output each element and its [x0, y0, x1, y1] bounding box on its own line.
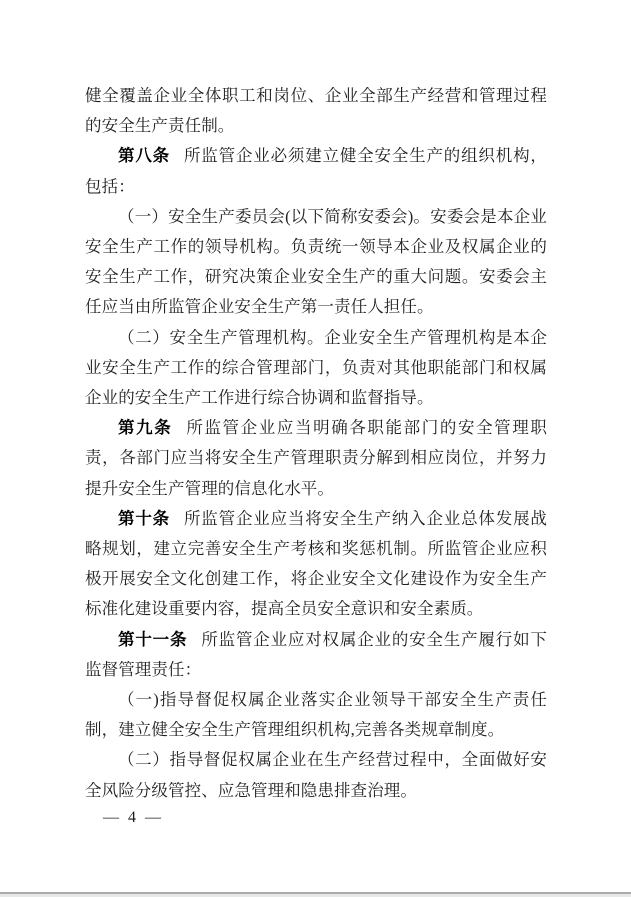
document-body: [85, 81, 547, 806]
paragraph-text: （一)指导督促权属企业落实企业领导干部安全生产责任制，建立健全安全生产管理组织机构,完善各类规章制度。: [85, 690, 547, 740]
paragraph-item-2: [85, 323, 547, 414]
article-label: 第八条: [118, 146, 170, 166]
paragraph-article-10: [85, 504, 547, 625]
paragraph-text: 所监管企业应当明确各职能部门的安全管理职责，各部门应当将安全生产管理职责分解到相应岗位，并努力提升安全生产管理的信息化水平。: [85, 418, 547, 498]
paragraph-text: 所监管企业必须建立健全安全生产的组织机构，包括：: [85, 146, 547, 196]
paragraph-text: （二）安全生产管理机构。企业安全生产管理机构是本企业安全生产工作的综合管理部门，负责对其他职能部门和权属企业的安全生产工作进行综合协调和监督指导。: [85, 327, 547, 408]
paragraph: [85, 81, 547, 141]
paragraph-text: （二）指导督促权属企业在生产经营过程中，全面做好安全风险分级管控、应急管理和隐患排查治理。: [85, 750, 547, 800]
paragraph-article-8: [85, 141, 547, 201]
article-label: 第九条: [118, 418, 173, 438]
paragraph-article-11: [85, 625, 547, 685]
paragraph-text: 所监管企业应对权属企业的安全生产履行如下监督管理责任：: [85, 629, 548, 679]
paragraph-item-2b: [85, 745, 547, 805]
paragraph-item-1b: [85, 685, 547, 745]
paragraph-text: 健全覆盖企业全体职工和岗位、企业全部生产经营和管理过程的安全生产责任制。: [85, 86, 547, 136]
paragraph-text: （一）安全生产委员会(以下简称安委会)。安委会是本企业安全生产工作的领导机构。负责统一领导本企业及权属企业的安全生产工作，研究决策企业安全生产的重大问题。安委会主任应当由所监管企业安全生产第一责任人担任。: [85, 206, 547, 317]
paragraph-article-9: [85, 413, 547, 504]
paragraph-text: 所监管企业应当将安全生产纳入企业总体发展战略规划，建立完善安全生产考核和奖惩机制。所监管企业应积极开展安全文化创建工作，将企业安全文化建设作为安全生产标准化建设重要内容，提高全员安全意识和安全素质。: [85, 508, 547, 619]
page-bottom-edge: [0, 892, 631, 897]
paragraph-item-1: [85, 202, 547, 323]
page-number: — 4 —: [103, 809, 161, 826]
article-label: 第十条: [118, 508, 170, 528]
article-label: 第十一条: [118, 629, 188, 649]
